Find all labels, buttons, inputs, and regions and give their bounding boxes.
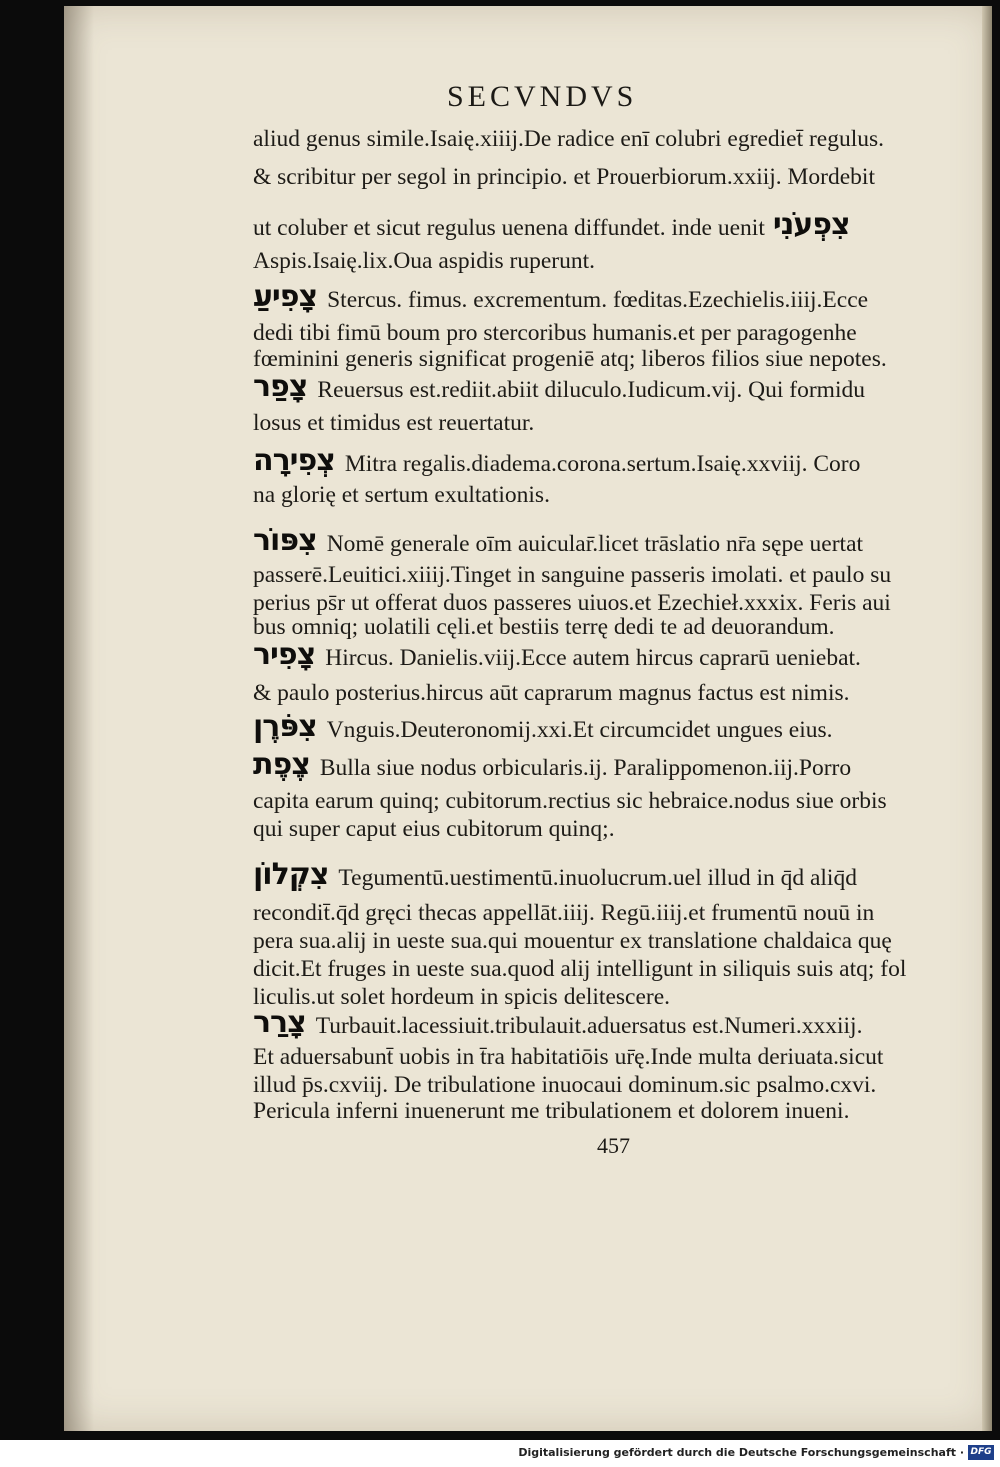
hebrew-headword: צִפְעֹנִי (772, 207, 850, 242)
latin-text: Tegumentū.uestimentū.inuolucrum.uel illud in q̄d aliq̄d (338, 864, 857, 891)
text-line (253, 790, 887, 814)
text-line (253, 412, 534, 436)
text-line (253, 986, 670, 1010)
text-line (253, 1046, 883, 1070)
text-line (253, 1074, 876, 1098)
text-line (253, 250, 595, 274)
latin-text: qui super caput eius cubitorum quinq;. (253, 816, 615, 842)
running-head: SECVNDVS (447, 80, 638, 113)
text-line (253, 616, 834, 640)
latin-text: Turbauit.lacessiuit.tribulauit.aduersatus est.Numeri.xxxiij. (315, 1012, 863, 1039)
entry-line (253, 523, 864, 558)
latin-text: Et aduersabunt̄ uobis in t̄ra habitatiōis ur̄ę.Inde multa deriuata.sicut (253, 1044, 884, 1070)
latin-text: aliud genus simile.Isaię.xiiij.De radice enī colubri egrediet̄ regulus. (253, 126, 885, 152)
latin-text: liculis.ut solet hordeum in spicis delitescere. (253, 984, 671, 1010)
latin-text: pera sua.aliј in ueste sua.qui mouentur ex translatione chaldaica quę (253, 928, 892, 954)
latin-text: na glorię et sertum exultationis. (253, 482, 550, 508)
latin-text: Mitra regalis.diadema.corona.sertum.Isaię.xxviij. Coro (344, 450, 861, 477)
text-line (253, 930, 892, 954)
dfg-logo: DFG (968, 1445, 994, 1460)
latin-text: perius ps̄r ut offerat duos passeres uiuos.et Ezechieł.xxxix. Feris aui (253, 590, 891, 616)
latin-text: capita earum quinq; cubitorum.rectius sic hebraice.nodus siue orbis (253, 788, 887, 814)
text-line (253, 902, 874, 926)
text-line (253, 682, 850, 706)
page-edge (982, 6, 992, 1431)
entry-line (253, 637, 861, 672)
latin-text: Bulla siue nodus orbicularis.ij. Paralippomenon.iij.Porro (319, 754, 852, 781)
text-line (253, 348, 887, 372)
hebrew-headword: צָפִיר (253, 637, 316, 672)
hebrew-headword: צָפִיעַ (253, 279, 318, 314)
latin-text: bus omniq; uolatili cęli.et bestiis terrę dedi te ad deuorandum. (253, 614, 835, 640)
text-line (253, 1100, 849, 1124)
folio-number: 457 (597, 1133, 630, 1158)
latin-text: losus et timidus est reuertatur. (253, 410, 535, 436)
text-line (253, 484, 550, 508)
hebrew-headword: צִקְלוֹן (253, 857, 329, 892)
latin-text: Pericula inferni inuenerunt me tribulationem et dolorem inueni. (253, 1098, 850, 1124)
entry-line (253, 709, 833, 744)
latin-text: & scribitur per segol in principio. et Prouerbiorum.xxiij. Mordebit (253, 164, 875, 190)
latin-text: & paulo posterius.hircus aūt caprarum magnus factus est nimis. (253, 680, 850, 706)
text-line (253, 166, 875, 190)
text-line (253, 128, 884, 152)
entry-line (253, 857, 857, 892)
latin-text: Aspis.Isaię.lix.Oua aspidis ruperunt. (253, 248, 596, 274)
text-line (253, 322, 857, 346)
latin-text: recondit̄.q̄d gręci thecas appellāt.iiij. Regū.iiij.et frumentū nouū in (253, 900, 875, 926)
hebrew-headword: צָרַר (253, 1005, 306, 1040)
text-line (253, 818, 615, 842)
latin-text: passerē.Leuitici.xiiij.Tinget in sanguine passeris imolati. et paulo su (253, 562, 892, 588)
gutter-shadow (64, 6, 94, 1431)
text-line (253, 207, 850, 242)
entry-line (253, 369, 865, 404)
footer-credit: Digitalisierung gefördert durch die Deutsche Forschungsgemeinschaft · (518, 1446, 964, 1459)
entry-line (253, 1005, 863, 1040)
hebrew-headword: צִפֹּרֶן (253, 709, 317, 744)
latin-text: illud p̄s.cxviij. De tribulatione inuocaui dominum.sic psalmo.cxvi. (253, 1072, 877, 1098)
text-line (253, 958, 906, 982)
latin-text: dedi tibi fimū boum pro stercoribus humanis.et per paragogenhe (253, 320, 857, 346)
latin-text: Vnguis.Deuteronomij.xxi.Et circumcidet ungues eius. (326, 716, 833, 743)
latin-text: Nomē generale oīm auicular̄.licet trāslatio nr̄a sępe uertat (326, 530, 864, 557)
latin-text: Stercus. fimus. excrementum. fœditas.Ezechielis.iiij.Ecce (327, 286, 869, 313)
footer-bar (0, 1440, 1000, 1467)
entry-line (253, 279, 869, 314)
latin-text: dicit.Et fruges in ueste sua.quod aliј intelligunt in siliquis suis atq; fol (253, 956, 907, 982)
text-line (253, 564, 891, 588)
entry-line (253, 443, 861, 478)
entry-line (253, 747, 852, 782)
latin-text: ut coluber et sicut regulus uenena diffundet. inde uenit (253, 214, 765, 241)
hebrew-headword: צְפִירָה (253, 443, 335, 478)
latin-text: fœminini generis significat progeniē atq; liberos filios siue nepotes. (253, 346, 887, 372)
latin-text: Hircus. Danielis.viij.Ecce autem hircus caprarū ueniebat. (325, 644, 861, 671)
hebrew-headword: צָפַר (253, 369, 308, 404)
text-line (253, 592, 891, 616)
hebrew-headword: צִפּוֹר (253, 523, 317, 558)
hebrew-headword: צֶפֶת (253, 747, 310, 782)
latin-text: Reuersus est.rediit.abiit diluculo.Iudicum.vij. Qui formidu (317, 376, 865, 403)
